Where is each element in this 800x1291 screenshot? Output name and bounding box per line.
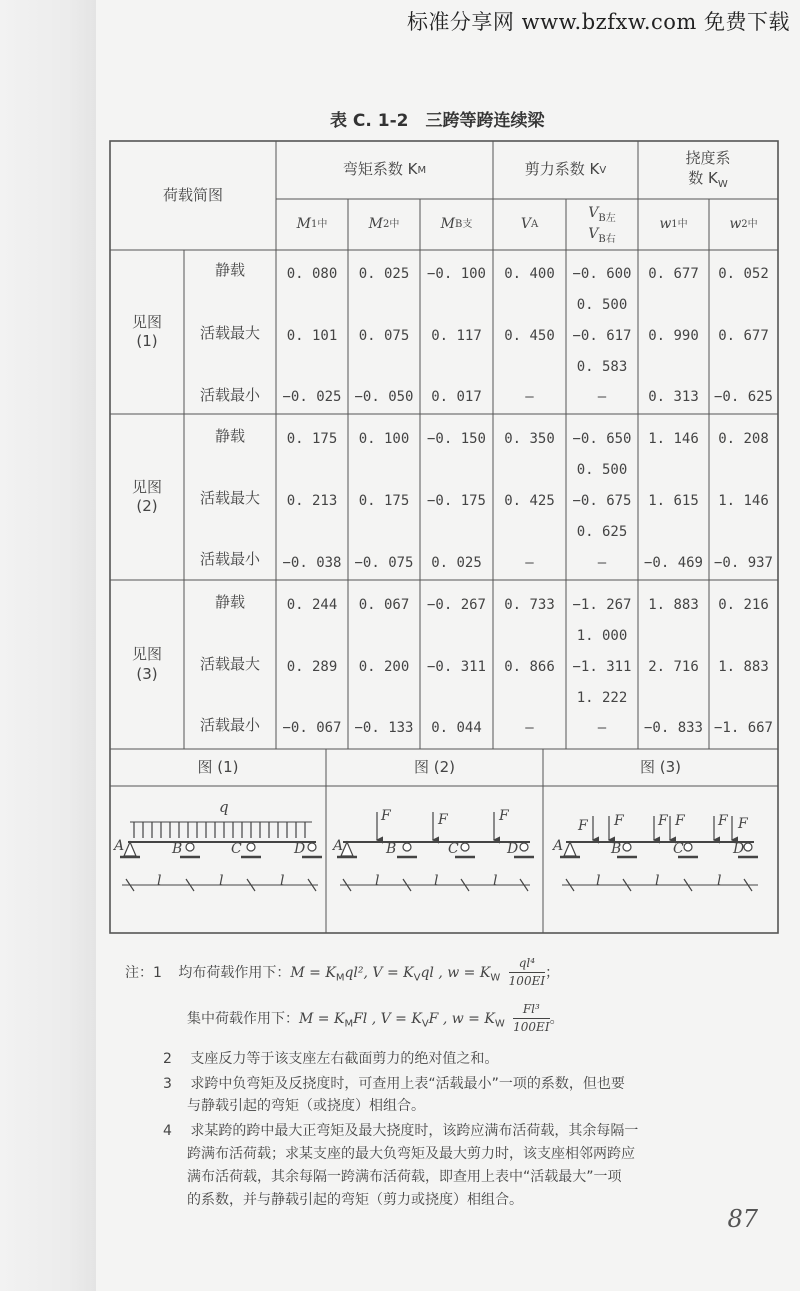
note-1b-sub-w: W — [494, 1018, 505, 1030]
note-1-line-1 — [125, 955, 559, 991]
moment-coef-sub: M — [417, 164, 427, 176]
table-cell: −0. 650 — [572, 430, 632, 447]
table-cell: 0. 025 — [358, 265, 410, 282]
note-4-cont-2: 满布活荷载，其余每隔一跨满布活荷载，即查用上表中“活载最大”一项 — [187, 1169, 622, 1185]
support-d-label-3: D — [733, 841, 745, 857]
span-l-label: l — [219, 873, 224, 889]
table-cell: 0. 100 — [358, 430, 410, 447]
col-header-w2-main: w — [729, 216, 742, 233]
table-cell: 0. 216 — [718, 596, 769, 613]
table-cell: 0. 583 — [576, 358, 628, 375]
note-1-fraction — [509, 955, 545, 991]
group-1-row-3-type: 活载最小 — [199, 386, 260, 405]
table-cell: 0. 425 — [504, 492, 555, 509]
table-cell: 0. 500 — [576, 296, 628, 313]
table-cell: 0. 075 — [358, 327, 410, 344]
shear-coef-sub: V — [599, 164, 607, 176]
note-1-sub-m: M — [335, 972, 345, 984]
table-cell: 1. 615 — [648, 492, 699, 509]
support-b-label-3: B — [611, 841, 622, 857]
table-cell: −0. 617 — [572, 327, 632, 344]
note-2 — [163, 1049, 498, 1069]
table-cell: — — [597, 554, 607, 571]
note-3-text-a: 求跨中负弯矩及反挠度时，可查用上表“活载最小”一项的系数，但也要 — [190, 1076, 625, 1092]
note-1-sub-w: W — [490, 972, 501, 984]
note-4 — [163, 1121, 638, 1141]
note-1b-end: 。 — [549, 1010, 564, 1027]
deflection-coef-sub: W — [717, 178, 728, 190]
support-c-label-2: C — [448, 841, 459, 857]
span-l-label: l — [493, 873, 498, 889]
table-cell: −0. 937 — [713, 554, 773, 571]
table-cell: 0. 289 — [286, 658, 338, 675]
table-cell: 0. 677 — [718, 327, 769, 344]
table-cell: −0. 100 — [426, 265, 486, 282]
col-header-w1-main: w — [659, 216, 672, 233]
table-cell: 0. 052 — [718, 265, 769, 282]
group-2-label-a: 见图 — [131, 477, 162, 496]
table-cell: 0. 117 — [431, 327, 482, 344]
load-f-label: F — [499, 808, 509, 824]
group-2-label-b: (2) — [136, 497, 158, 515]
load-f-label: F — [578, 818, 588, 834]
note-1b-fraction — [513, 1001, 549, 1037]
support-c-label-3: C — [673, 841, 684, 857]
support-d-label-2: D — [507, 841, 519, 857]
note-1-frac-den: 100EI — [508, 974, 546, 989]
table-cell: −0. 075 — [354, 554, 414, 571]
note-1-formula: M = K — [290, 964, 336, 981]
note-3-cont: 与静载引起的弯矩（或挠度）相组合。 — [187, 1098, 425, 1114]
table-cell: 0. 101 — [286, 327, 338, 344]
table-cell: 1. 146 — [648, 430, 699, 447]
table-cell: −0. 175 — [426, 492, 486, 509]
note-4-text-a: 求某跨的跨中最大正弯矩及最大挠度时，该跨应满布活荷载，其余每隔一 — [190, 1123, 639, 1139]
note-1-line-2 — [187, 1001, 564, 1037]
support-a-label-3: A — [553, 838, 564, 854]
col-header-m1-sub: 1中 — [310, 219, 328, 230]
group-1-row-1-type: 静载 — [214, 261, 245, 280]
shear-coef-text: 剪力系数 K — [524, 160, 600, 179]
support-a-label-2: A — [333, 838, 344, 854]
table-cell: −1. 311 — [572, 658, 632, 675]
group-1-label-a: 见图 — [131, 312, 162, 331]
note-1b-formula: M = K — [299, 1010, 345, 1027]
note-4-num: 4 — [163, 1123, 172, 1139]
note-4-cont-3: 的系数，并与静载引起的弯矩（剪力或挠度）相组合。 — [187, 1192, 523, 1208]
table-cell: 0. 067 — [358, 596, 410, 613]
note-1b-formula-2: Fl , V = K — [353, 1010, 422, 1027]
support-b-label-2: B — [386, 841, 397, 857]
note-1-frac-num: ql⁴ — [509, 955, 545, 973]
table-cell: 0. 400 — [504, 265, 555, 282]
load-f-label: F — [718, 813, 728, 829]
table-cell: — — [597, 719, 607, 736]
table-cell: −0. 600 — [572, 265, 632, 282]
table-cell: −0. 311 — [426, 658, 486, 675]
figure-3-title: 图 (3) — [639, 757, 682, 776]
table-cell: 0. 500 — [576, 461, 628, 478]
table-cell: −0. 050 — [354, 388, 414, 405]
note-2-num: 2 — [163, 1051, 172, 1067]
col-header-w1-sub: 1中 — [671, 219, 688, 230]
table-cell: −0. 150 — [426, 430, 486, 447]
support-c-label-1: C — [231, 841, 242, 857]
load-q-label: q — [219, 798, 229, 816]
table-cell: 0. 017 — [431, 388, 482, 405]
table-cell: 1. 883 — [718, 658, 769, 675]
note-1b-formula-3: F , w = K — [428, 1010, 495, 1027]
note-1b-frac-num: Fl³ — [513, 1001, 549, 1019]
col-header-w2-sub: 2中 — [741, 219, 758, 230]
table-cell: 0. 175 — [358, 492, 410, 509]
figure-1-title: 图 (1) — [197, 757, 239, 776]
corner-label: 荷载简图 — [162, 185, 223, 204]
group-3-label-a: 见图 — [131, 645, 162, 663]
notes-prefix: 注：1 — [125, 964, 162, 981]
group-3-label-b: (3) — [136, 664, 158, 683]
deflection-coef-line2-text: 数 K — [688, 168, 718, 187]
note-1b-text: 集中荷载作用下： — [187, 1010, 299, 1027]
group-3-row-1-type: 静载 — [214, 593, 245, 612]
col-header-va-main: V — [520, 216, 531, 233]
load-f-label: F — [658, 813, 668, 829]
table-cell: −1. 267 — [572, 596, 632, 613]
table-cell: 0. 350 — [504, 430, 555, 447]
table-cell: −0. 267 — [426, 596, 486, 613]
span-l-label: l — [655, 873, 660, 889]
note-1-formula-3: ql , w = K — [420, 964, 491, 981]
col-header-vb-left-sub: B左 — [598, 212, 616, 224]
table-cell: 2. 716 — [648, 658, 699, 675]
table-cell: 1. 000 — [576, 627, 628, 644]
support-d-label-1: D — [294, 841, 306, 857]
table-cell: 0. 990 — [648, 327, 699, 344]
note-1-sub-v: V — [413, 972, 421, 984]
group-3-row-2-type: 活载最大 — [199, 655, 260, 674]
note-1-end: ； — [545, 964, 560, 981]
deflection-coef-line1: 挠度系 — [685, 149, 731, 168]
table-cell: 0. 313 — [648, 388, 699, 405]
support-b-label-1: B — [172, 841, 183, 857]
table-cell: — — [525, 554, 534, 571]
table-cell: 0. 733 — [504, 596, 555, 613]
table-title: 表 C. 1-2 三跨等跨连续梁 — [330, 111, 545, 131]
load-f-label: F — [381, 808, 391, 824]
table-cell: −0. 675 — [572, 492, 632, 509]
table-cell: 1. 222 — [576, 689, 628, 706]
group-2-row-1-type: 静载 — [214, 427, 245, 446]
table-cell: −1. 667 — [713, 719, 773, 736]
group-2-row-2-type: 活载最大 — [199, 489, 260, 508]
table-cell: −0. 133 — [354, 719, 414, 736]
table-cell: — — [525, 719, 534, 736]
col-header-mb-sub: B支 — [454, 219, 473, 230]
table-cell: −0. 067 — [282, 719, 342, 736]
table-cell: 0. 044 — [431, 719, 482, 736]
group-1-label-b: (1) — [136, 332, 158, 350]
group-1-row-2-type: 活载最大 — [199, 324, 260, 343]
table-cell: −0. 469 — [643, 554, 703, 571]
load-f-label: F — [438, 812, 448, 828]
table-cell: −0. 625 — [713, 388, 773, 405]
table-cell: 0. 450 — [504, 327, 555, 344]
note-4-cont-1: 跨满布活荷载；求某支座的最大负弯矩及最大剪力时，该支座相邻两跨应 — [187, 1146, 635, 1162]
table-cell: 0. 175 — [286, 430, 338, 447]
table-cell: 0. 677 — [648, 265, 699, 282]
table-cell: — — [597, 388, 607, 405]
col-header-m1-main: M — [296, 216, 311, 233]
col-header-vb-right-main: V — [588, 225, 599, 242]
note-2-text: 支座反力等于该支座左右截面剪力的绝对值之和。 — [190, 1051, 499, 1067]
note-3-num: 3 — [163, 1076, 172, 1092]
load-f-label: F — [738, 816, 748, 832]
col-header-vb-right-sub: B右 — [598, 233, 616, 245]
note-1-text: 均布荷载作用下： — [178, 964, 291, 981]
page-number: 87 — [727, 1205, 758, 1233]
span-l-label: l — [717, 873, 722, 889]
figure-2-title: 图 (2) — [413, 757, 456, 776]
group-2-row-3-type: 活载最小 — [199, 550, 260, 569]
note-1-formula-2: ql², V = K — [344, 964, 414, 981]
moment-coef-text: 弯矩系数 K — [342, 160, 418, 179]
span-l-label: l — [434, 873, 439, 889]
span-l-label: l — [596, 873, 601, 889]
col-header-m2-main: M — [368, 216, 383, 233]
col-header-va-sub: A — [530, 219, 539, 230]
span-l-label: l — [280, 873, 285, 889]
site-watermark-header: 标准分享网 www.bzfxw.com 免费下载 — [406, 10, 790, 34]
table-cell: 0. 244 — [286, 596, 338, 613]
load-f-label: F — [675, 813, 685, 829]
note-3 — [163, 1074, 625, 1094]
group-3-row-3-type: 活载最小 — [199, 716, 260, 735]
table-cell: 0. 625 — [576, 523, 628, 540]
table-cell: 0. 200 — [358, 658, 410, 675]
table-cell: −0. 833 — [643, 719, 703, 736]
table-cell: 0. 866 — [504, 658, 555, 675]
table-cell: 0. 080 — [286, 265, 338, 282]
table-cell: −0. 025 — [282, 388, 342, 405]
table-cell: 0. 208 — [718, 430, 769, 447]
table-cell: −0. 038 — [282, 554, 342, 571]
col-header-m2-sub: 2中 — [382, 219, 400, 230]
note-1b-frac-den: 100EI — [513, 1020, 550, 1035]
table-cell: 0. 213 — [286, 492, 338, 509]
col-header-vb-left-main: V — [588, 204, 599, 221]
span-l-label: l — [375, 873, 380, 889]
load-f-label: F — [614, 813, 624, 829]
uniform-load-arrows — [134, 822, 305, 838]
table-cell: 1. 883 — [648, 596, 699, 613]
col-header-mb-main: M — [440, 216, 455, 233]
table-cell: — — [525, 388, 534, 405]
span-l-label: l — [157, 873, 162, 889]
table-cell: 0. 025 — [431, 554, 482, 571]
table-cell: 1. 146 — [718, 492, 769, 509]
note-1b-sub-m: M — [344, 1018, 354, 1030]
note-1b-sub-v: V — [421, 1018, 429, 1030]
support-a-label-1: A — [114, 838, 125, 854]
